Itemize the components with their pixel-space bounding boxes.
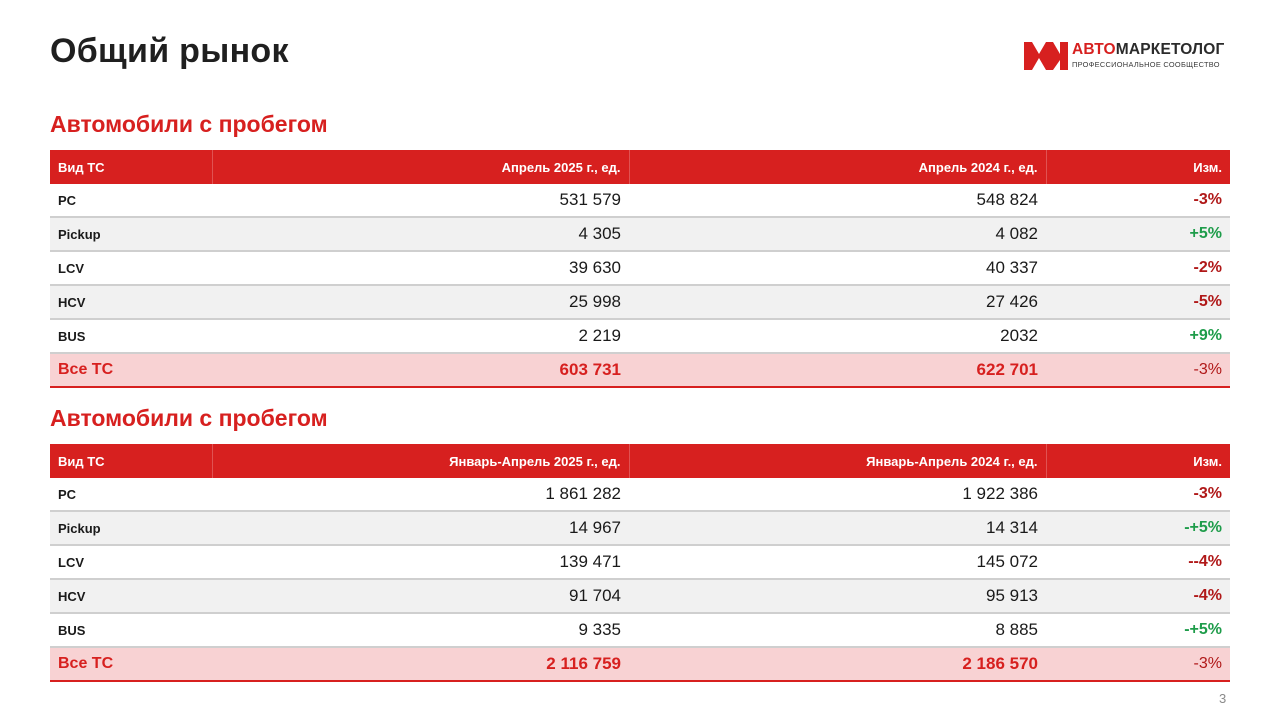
value-2024: 14 314 — [629, 511, 1046, 545]
row-label: PC — [50, 478, 212, 511]
change-value: +9% — [1046, 319, 1230, 353]
value-2024: 1 922 386 — [629, 478, 1046, 511]
change-value: --4% — [1046, 545, 1230, 579]
value-2025: 91 704 — [212, 579, 629, 613]
change-value: -+5% — [1046, 511, 1230, 545]
column-header-change: Изм. — [1046, 444, 1230, 478]
value-2024: 8 885 — [629, 613, 1046, 647]
total-2024: 2 186 570 — [629, 647, 1046, 681]
table-april — [50, 150, 1230, 388]
change-value: -3% — [1046, 184, 1230, 217]
column-header-2025: Январь-Апрель 2025 г., ед. — [212, 444, 629, 478]
value-2025: 2 219 — [212, 319, 629, 353]
table-header-row — [50, 444, 1230, 478]
table-row — [50, 545, 1230, 579]
row-label: HCV — [50, 579, 212, 613]
change-value: -4% — [1046, 579, 1230, 613]
logo-subtitle: ПРОФЕССИОНАЛЬНОЕ СООБЩЕСТВО — [1072, 59, 1220, 69]
am-logo-mark-icon — [1024, 40, 1068, 70]
change-value: -2% — [1046, 251, 1230, 285]
total-change: -3% — [1046, 647, 1230, 681]
table-row — [50, 319, 1230, 353]
row-label: PC — [50, 184, 212, 217]
table-row — [50, 579, 1230, 613]
value-2024: 548 824 — [629, 184, 1046, 217]
table-row — [50, 285, 1230, 319]
row-label: Pickup — [50, 217, 212, 251]
page-title: Общий рынок — [50, 32, 289, 70]
column-header-type: Вид ТС — [50, 444, 212, 478]
change-value: +5% — [1046, 217, 1230, 251]
table-row — [50, 217, 1230, 251]
table-jan-apr — [50, 444, 1230, 682]
logo-name: АВТОМАРКЕТОЛОГ — [1072, 41, 1225, 59]
value-2025: 14 967 — [212, 511, 629, 545]
change-value: -+5% — [1046, 613, 1230, 647]
row-label: BUS — [50, 319, 212, 353]
change-value: -5% — [1046, 285, 1230, 319]
row-label: LCV — [50, 545, 212, 579]
section-title-jan-apr: Автомобили с пробегом — [50, 405, 328, 431]
table-row — [50, 184, 1230, 217]
total-row — [50, 353, 1230, 387]
total-2025: 2 116 759 — [212, 647, 629, 681]
table-row — [50, 478, 1230, 511]
value-2024: 40 337 — [629, 251, 1046, 285]
total-change: -3% — [1046, 353, 1230, 387]
table-row — [50, 251, 1230, 285]
table-header-row — [50, 150, 1230, 184]
value-2024: 4 082 — [629, 217, 1046, 251]
value-2024: 95 913 — [629, 579, 1046, 613]
table-row — [50, 613, 1230, 647]
total-label: Все ТС — [50, 353, 212, 387]
column-header-change: Изм. — [1046, 150, 1230, 184]
value-2025: 139 471 — [212, 545, 629, 579]
value-2024: 145 072 — [629, 545, 1046, 579]
value-2024: 2032 — [629, 319, 1046, 353]
row-label: LCV — [50, 251, 212, 285]
brand-logo — [1024, 38, 1234, 72]
value-2025: 531 579 — [212, 184, 629, 217]
change-value: -3% — [1046, 478, 1230, 511]
column-header-2024: Апрель 2024 г., ед. — [629, 150, 1046, 184]
total-2024: 622 701 — [629, 353, 1046, 387]
column-header-2025: Апрель 2025 г., ед. — [212, 150, 629, 184]
value-2025: 25 998 — [212, 285, 629, 319]
total-row — [50, 647, 1230, 681]
row-label: Pickup — [50, 511, 212, 545]
value-2025: 1 861 282 — [212, 478, 629, 511]
column-header-type: Вид ТС — [50, 150, 212, 184]
value-2024: 27 426 — [629, 285, 1046, 319]
total-2025: 603 731 — [212, 353, 629, 387]
value-2025: 9 335 — [212, 613, 629, 647]
value-2025: 39 630 — [212, 251, 629, 285]
value-2025: 4 305 — [212, 217, 629, 251]
total-label: Все ТС — [50, 647, 212, 681]
section-title-april: Автомобили с пробегом — [50, 111, 328, 137]
table-row — [50, 511, 1230, 545]
row-label: HCV — [50, 285, 212, 319]
column-header-2024: Январь-Апрель 2024 г., ед. — [629, 444, 1046, 478]
page-number: 3 — [1219, 691, 1227, 706]
row-label: BUS — [50, 613, 212, 647]
